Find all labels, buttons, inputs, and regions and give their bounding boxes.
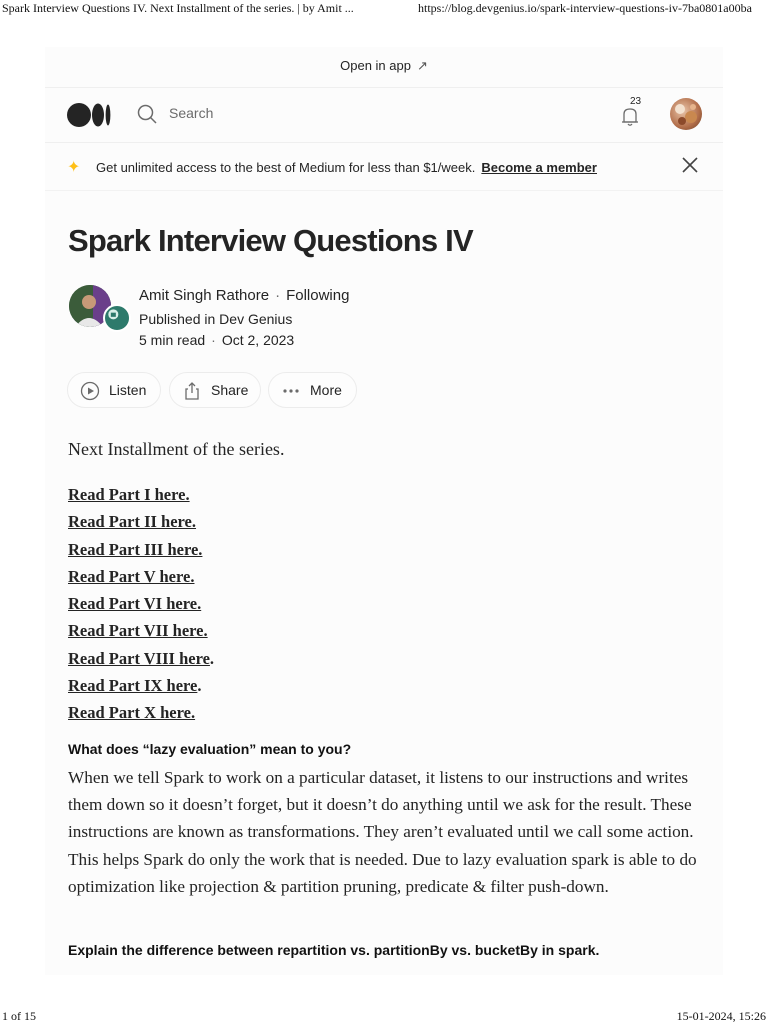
publication-avatar[interactable] [103,304,131,332]
notification-count-badge: 23 [630,96,642,107]
play-icon [80,381,100,401]
read-part-1-link[interactable]: Read Part I here. [68,485,190,504]
published-in [139,311,292,327]
share-label: Share [211,382,249,398]
list-item [68,594,214,621]
part-links-list [68,485,214,731]
list-item [68,540,214,567]
medium-logo-icon[interactable] [67,102,111,128]
banner-text [96,160,597,175]
read-part-3-link[interactable]: Read Part III here. [68,539,203,559]
article-title: Spark Interview Questions IV [68,223,473,258]
following-button[interactable]: Following [286,287,350,304]
more-dots-icon [281,381,301,401]
list-item [68,485,214,512]
read-part-5-link[interactable]: Read Part V here. [68,566,195,586]
publication-logo-icon [105,306,125,326]
link-suffix: . [197,676,202,696]
read-part-7-link[interactable]: Read Part VII here. [68,621,208,641]
article-intro: Next Installment of the series. [68,439,285,459]
medium-article-page [45,47,723,975]
user-avatar[interactable] [670,98,702,130]
share-icon [182,381,202,401]
list-item [68,512,214,539]
read-part-2-link[interactable]: Read Part II here. [68,512,197,532]
publish-date: Oct 2, 2023 [221,332,295,348]
read-part-10-link[interactable]: Read Part X here. [68,703,196,723]
print-page-number: 1 of 15 [2,1009,36,1023]
question-heading: What does “lazy evaluation” mean to you? [68,741,352,757]
list-item [68,567,214,594]
read-part-8-link[interactable]: Read Part VIII here [68,648,210,668]
answer-paragraph: When we tell Spark to work on a particular dataset, it listens to our instructions and writes them down so it doesn’t forget, but it doesn’t do anything until we ask for the result. These instructions are known as transformations. They aren’t evaluated until we call some action. This helps Spark do only the work that is needed. Due to lazy evaluation spark is able to do optimization like projection & partition pruning, predicate & filter push-down. [68,768,697,896]
listen-label: Listen [109,382,147,398]
search-input[interactable]: Search [169,105,214,121]
author-line [139,287,349,304]
article-meta [139,332,294,348]
become-member-link[interactable]: Become a member [481,160,597,175]
close-icon[interactable] [681,156,699,174]
list-item [68,621,214,648]
print-page-url: https://blog.devgenius.io/spark-interview-questions-iv-7ba0801a00ba [418,1,752,15]
list-item [68,676,214,703]
list-item [68,649,214,676]
print-page-title: Spark Interview Questions IV. Next Installment of the series. | by Amit ... [2,1,354,15]
banner-message: Get unlimited access to the best of Medium for less than $1/week. [96,160,476,175]
print-header [0,0,768,18]
print-datetime: 15-01-2024, 15:26 [676,1009,766,1023]
arrow-up-right-icon: ↗ [416,58,428,73]
question-heading: Explain the difference between repartition vs. partitionBy vs. bucketBy in spark. [68,942,600,958]
membership-banner [45,142,723,191]
read-part-9-link[interactable]: Read Part IX here [68,676,198,696]
user-photo-icon [670,98,702,130]
share-button[interactable] [169,372,261,408]
search-icon[interactable] [137,104,157,124]
listen-button[interactable] [67,372,161,408]
sparkle-icon: ✦ [67,159,81,176]
open-in-app-link[interactable] [45,47,723,85]
read-part-6-link[interactable]: Read Part VI here. [68,594,202,614]
list-item [68,703,214,730]
publication-name[interactable]: Dev Genius [219,311,293,327]
separator-dot: · [211,332,216,348]
link-suffix: . [209,648,215,668]
print-footer [0,1009,768,1024]
top-navigation-bar [45,87,723,143]
more-label: More [310,382,342,398]
open-in-app-label: Open in app [340,58,411,73]
read-time: 5 min read [139,332,206,348]
more-button[interactable] [268,372,357,408]
author-name[interactable]: Amit Singh Rathore [139,287,270,304]
separator-dot: · [275,287,281,304]
published-prefix: Published in [139,311,216,327]
